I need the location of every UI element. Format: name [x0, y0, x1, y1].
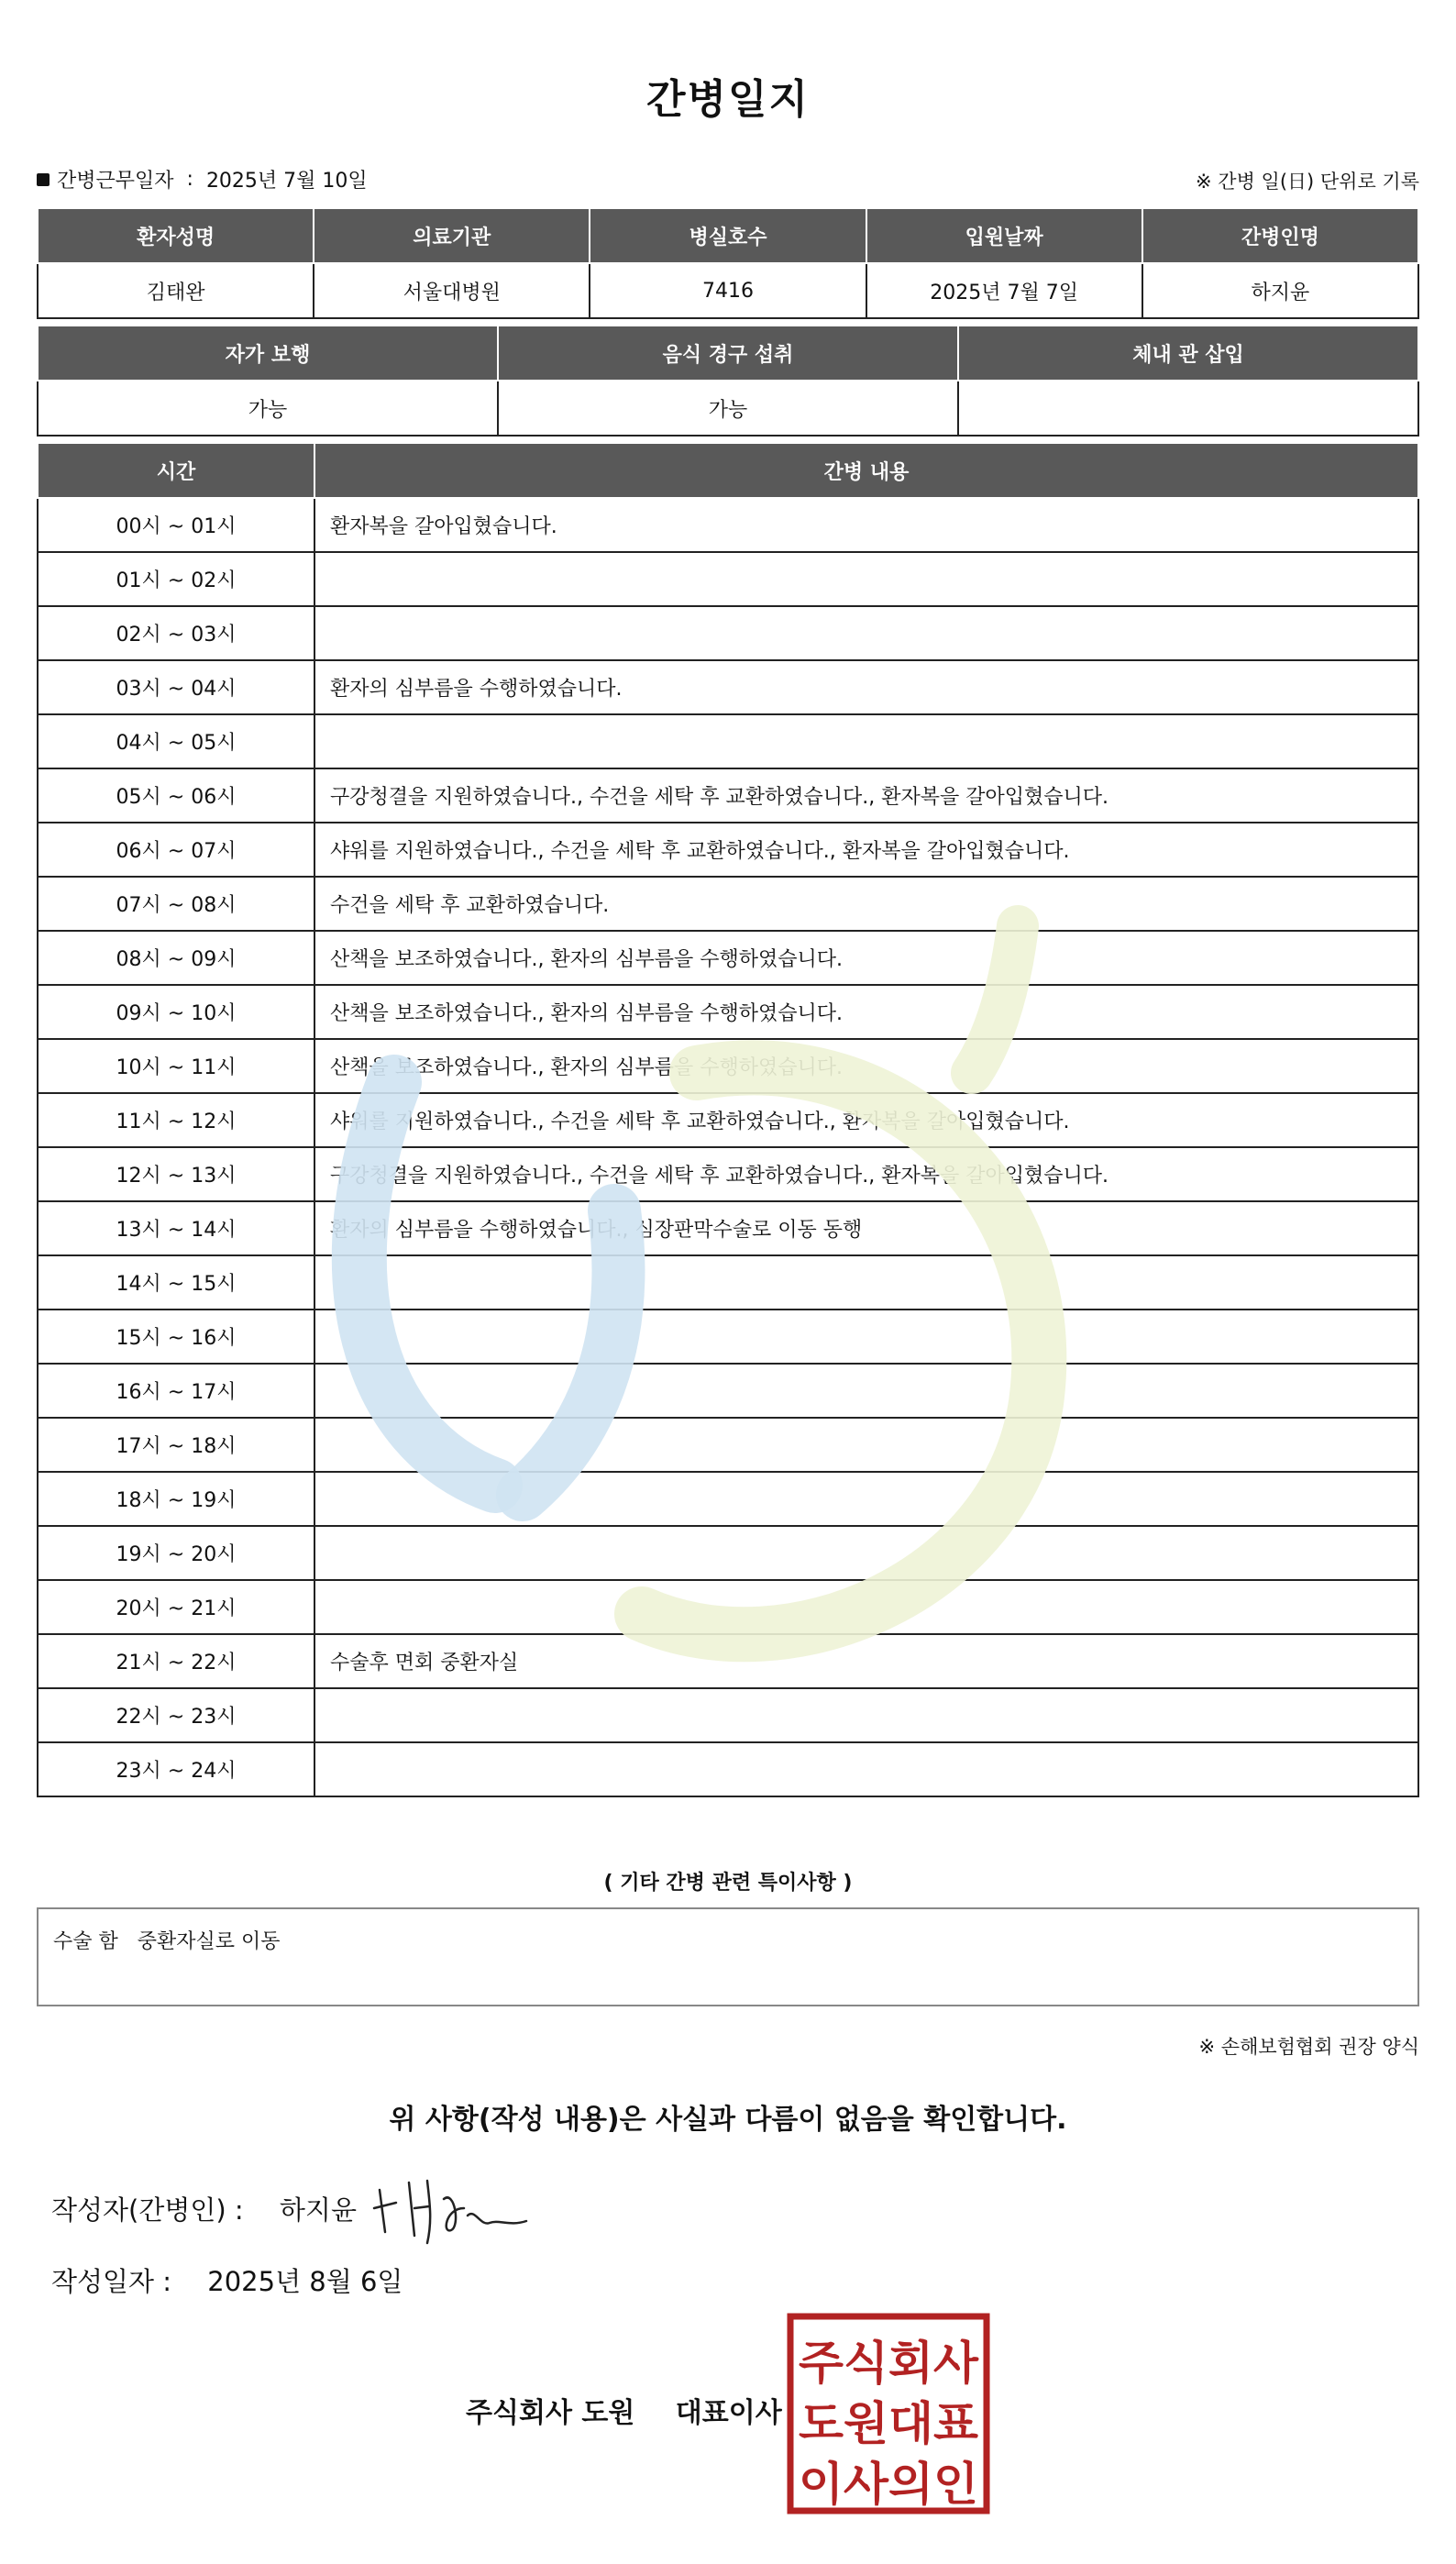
table-row [38, 552, 1418, 606]
row-content: 산책을 보조하였습니다., 환자의 심부름을 수행하였습니다. [314, 931, 1418, 985]
row-content [314, 714, 1418, 768]
row-time: 05시 ~ 06시 [38, 768, 314, 823]
work-date-label: 간병근무일자 [57, 170, 174, 193]
table-row [38, 877, 1418, 931]
header-tube: 체내 관 삽입 [958, 326, 1418, 381]
row-content [314, 1418, 1418, 1472]
header-walking: 자가 보행 [38, 326, 498, 381]
company-title: 대표이사 [675, 2397, 782, 2429]
row-content: 구강청결을 지원하였습니다., 수건을 세탁 후 교환하였습니다., 환자복을 갈아입혔습니다. [314, 768, 1418, 823]
row-content [314, 1472, 1418, 1526]
association-note: ※ 손해보험협회 권장 양식 [1198, 2036, 1419, 2058]
company-signature-line [466, 2390, 782, 2430]
seal-line-1: 주식회사 [799, 2337, 979, 2390]
row-content [314, 1580, 1418, 1634]
table-row [38, 1472, 1418, 1526]
care-log-table [37, 442, 1419, 1797]
table-row [38, 1688, 1418, 1742]
square-bullet-icon [37, 173, 50, 186]
row-time: 20시 ~ 21시 [38, 1580, 314, 1634]
row-time: 07시 ~ 08시 [38, 877, 314, 931]
written-date-label: 작성일자 : [51, 2266, 172, 2297]
table-row [38, 1418, 1418, 1472]
row-content [314, 1688, 1418, 1742]
row-time: 00시 ~ 01시 [38, 498, 314, 552]
table-row [38, 1634, 1418, 1688]
header-oral-intake: 음식 경구 섭취 [498, 326, 958, 381]
row-content [314, 1364, 1418, 1418]
row-content: 환자의 심부름을 수행하였습니다., 심장판막수술로 이동 동행 [314, 1201, 1418, 1255]
tube-status [958, 381, 1418, 436]
patient-name: 김태완 [38, 263, 314, 318]
notes-text: 수술 함 중환자실로 이동 [53, 1930, 281, 1953]
row-time: 02시 ~ 03시 [38, 606, 314, 660]
row-time: 21시 ~ 22시 [38, 1634, 314, 1688]
written-date-line [51, 2261, 403, 2299]
row-content: 산책을 보조하였습니다., 환자의 심부름을 수행하였습니다. [314, 1039, 1418, 1093]
table-row [38, 1526, 1418, 1580]
row-time: 08시 ~ 09시 [38, 931, 314, 985]
table-row [38, 1039, 1418, 1093]
row-time: 04시 ~ 05시 [38, 714, 314, 768]
row-content: 환자의 심부름을 수행하였습니다. [314, 660, 1418, 714]
row-time: 06시 ~ 07시 [38, 823, 314, 877]
row-content [314, 1526, 1418, 1580]
status-table [37, 325, 1419, 437]
page-title: 간병일지 [645, 76, 810, 123]
row-time: 01시 ~ 02시 [38, 552, 314, 606]
oral-intake-status: 가능 [498, 381, 958, 436]
table-row [38, 498, 1418, 552]
written-date-value: 2025년 8월 6일 [207, 2266, 403, 2297]
row-content [314, 552, 1418, 606]
work-date [37, 165, 368, 193]
row-content: 산책을 보조하였습니다., 환자의 심부름을 수행하였습니다. [314, 985, 1418, 1039]
admit-date: 2025년 7월 7일 [866, 263, 1142, 318]
company-seal-stamp [787, 2313, 990, 2514]
header-hospital: 의료기관 [314, 208, 590, 263]
row-content: 수술후 면회 중환자실 [314, 1634, 1418, 1688]
table-row [38, 714, 1418, 768]
room-number: 7416 [590, 263, 866, 318]
walking-status: 가능 [38, 381, 498, 436]
row-time: 13시 ~ 14시 [38, 1201, 314, 1255]
row-time: 23시 ~ 24시 [38, 1742, 314, 1796]
table-row [38, 660, 1418, 714]
row-time: 14시 ~ 15시 [38, 1255, 314, 1310]
row-time: 19시 ~ 20시 [38, 1526, 314, 1580]
unit-note: ※ 간병 일(日) 단위로 기록 [1196, 171, 1419, 193]
table-row [38, 985, 1418, 1039]
header-patient-name: 환자성명 [38, 208, 314, 263]
table-row [38, 1580, 1418, 1634]
row-time: 03시 ~ 04시 [38, 660, 314, 714]
table-row [38, 823, 1418, 877]
seal-line-3: 이사의인 [799, 2458, 978, 2511]
row-time: 11시 ~ 12시 [38, 1093, 314, 1147]
row-content: 수건을 세탁 후 교환하였습니다. [314, 877, 1418, 931]
header-time: 시간 [38, 443, 314, 498]
header-admit-date: 입원날짜 [866, 208, 1142, 263]
table-row [38, 1310, 1418, 1364]
row-content: 환자복을 갈아입혔습니다. [314, 498, 1418, 552]
table-row [38, 1147, 1418, 1201]
row-content [314, 1255, 1418, 1310]
row-content: 구강청결을 지원하였습니다., 수건을 세탁 후 교환하였습니다., 환자복을 갈아입혔습니다. [314, 1147, 1418, 1201]
header-room: 병실호수 [590, 208, 866, 263]
row-time: 18시 ~ 19시 [38, 1472, 314, 1526]
row-time: 09시 ~ 10시 [38, 985, 314, 1039]
confirmation-statement: 위 사항(작성 내용)은 사실과 다름이 없음을 확인합니다. [389, 2104, 1067, 2136]
row-time: 12시 ~ 13시 [38, 1147, 314, 1201]
table-row [38, 1201, 1418, 1255]
row-time: 15시 ~ 16시 [38, 1310, 314, 1364]
notes-title: ( 기타 간병 관련 특이사항 ) [603, 1872, 853, 1895]
row-time: 10시 ~ 11시 [38, 1039, 314, 1093]
row-time: 16시 ~ 17시 [38, 1364, 314, 1418]
row-content: 샤워를 지원하였습니다., 수건을 세탁 후 교환하였습니다., 환자복을 갈아입혔습니다. [314, 823, 1418, 877]
seal-line-2: 도원대표 [799, 2397, 979, 2450]
table-row [38, 1255, 1418, 1310]
table-row [38, 1093, 1418, 1147]
hospital: 서울대병원 [314, 263, 590, 318]
company-name: 주식회사 도원 [466, 2397, 635, 2429]
header-content: 간병 내용 [314, 443, 1418, 498]
table-row [38, 1364, 1418, 1418]
handwritten-signature [372, 2172, 556, 2254]
patient-table [37, 207, 1419, 319]
writer-line [51, 2190, 357, 2227]
row-content [314, 1310, 1418, 1364]
caregiver-name: 하지윤 [1142, 263, 1418, 318]
row-content [314, 606, 1418, 660]
work-date-value: 2025년 7월 10일 [205, 170, 368, 193]
row-content [314, 1742, 1418, 1796]
table-row [38, 931, 1418, 985]
row-time: 22시 ~ 23시 [38, 1688, 314, 1742]
writer-label: 작성자(간병인) : [51, 2194, 244, 2226]
table-row [38, 768, 1418, 823]
row-time: 17시 ~ 18시 [38, 1418, 314, 1472]
table-row [38, 1742, 1418, 1796]
writer-name: 하지윤 [279, 2194, 357, 2226]
header-caregiver: 간병인명 [1142, 208, 1418, 263]
table-row [38, 606, 1418, 660]
notes-box [37, 1907, 1419, 2006]
work-date-sep: : [186, 168, 193, 191]
row-content: 샤워를 지원하였습니다., 수건을 세탁 후 교환하였습니다., 환자복을 갈아입혔습니다. [314, 1093, 1418, 1147]
